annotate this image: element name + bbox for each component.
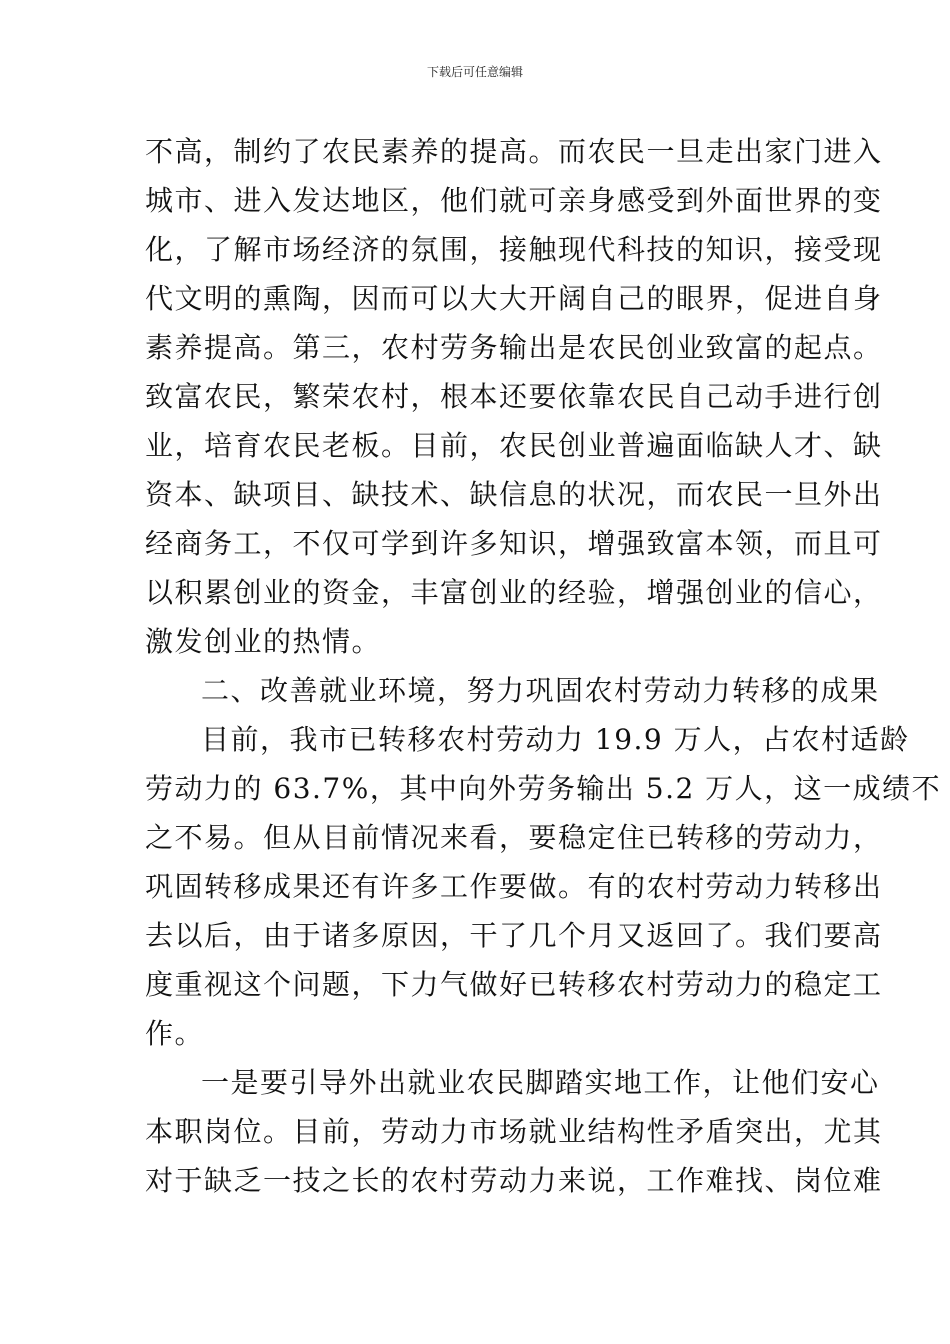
text-line: 代文明的熏陶，因而可以大大开阔自己的眼界，促进自身 [145, 282, 883, 315]
text-line: 激发创业的热情。 [145, 625, 382, 658]
text-line: 作。 [145, 1017, 205, 1050]
text-line: 目前，我市已转移农村劳动力 19.9 万人，占农村适龄 [201, 723, 910, 756]
text-line: 不高，制约了农民素养的提高。而农民一旦走出家门进入 [145, 135, 883, 168]
text-line: 以积累创业的资金，丰富创业的经验，增强创业的信心， [145, 576, 883, 609]
text-line: 对于缺乏一技之长的农村劳动力来说，工作难找、岗位难 [145, 1164, 883, 1197]
text-line: 去以后，由于诸多原因，干了几个月又返回了。我们要高 [145, 919, 883, 952]
text-line: 化，了解市场经济的氛围，接触现代科技的知识，接受现 [145, 233, 883, 266]
text-line: 一是要引导外出就业农民脚踏实地工作，让他们安心 [201, 1066, 880, 1099]
text-line: 业，培育农民老板。目前，农民创业普遍面临缺人才、缺 [145, 429, 883, 462]
text-line: 城市、进入发达地区，他们就可亲身感受到外面世界的变 [145, 184, 883, 217]
page-header: 下载后可任意编辑 [426, 65, 523, 79]
text-line: 劳动力的 63.7%，其中向外劳务输出 5.2 万人，这一成绩不 [145, 772, 942, 805]
text-line: 资本、缺项目、缺技术、缺信息的状况，而农民一旦外出 [145, 478, 883, 511]
text-line: 致富农民，繁荣农村，根本还要依靠农民自己动手进行创 [145, 380, 883, 413]
text-line: 度重视这个问题，下力气做好已转移农村劳动力的稳定工 [145, 968, 883, 1001]
text-line: 巩固转移成果还有许多工作要做。有的农村劳动力转移出 [145, 870, 883, 903]
text-line: 素养提高。第三，农村劳务输出是农民创业致富的起点。 [145, 331, 883, 364]
text-line: 之不易。但从目前情况来看，要稳定住已转移的劳动力， [145, 821, 883, 854]
text-line: 本职岗位。目前，劳动力市场就业结构性矛盾突出，尤其 [145, 1115, 883, 1148]
text-line: 经商务工，不仅可学到许多知识，增强致富本领，而且可 [145, 527, 883, 560]
document-body [145, 127, 942, 1205]
text-line: 二、改善就业环境，努力巩固农村劳动力转移的成果 [201, 674, 880, 707]
